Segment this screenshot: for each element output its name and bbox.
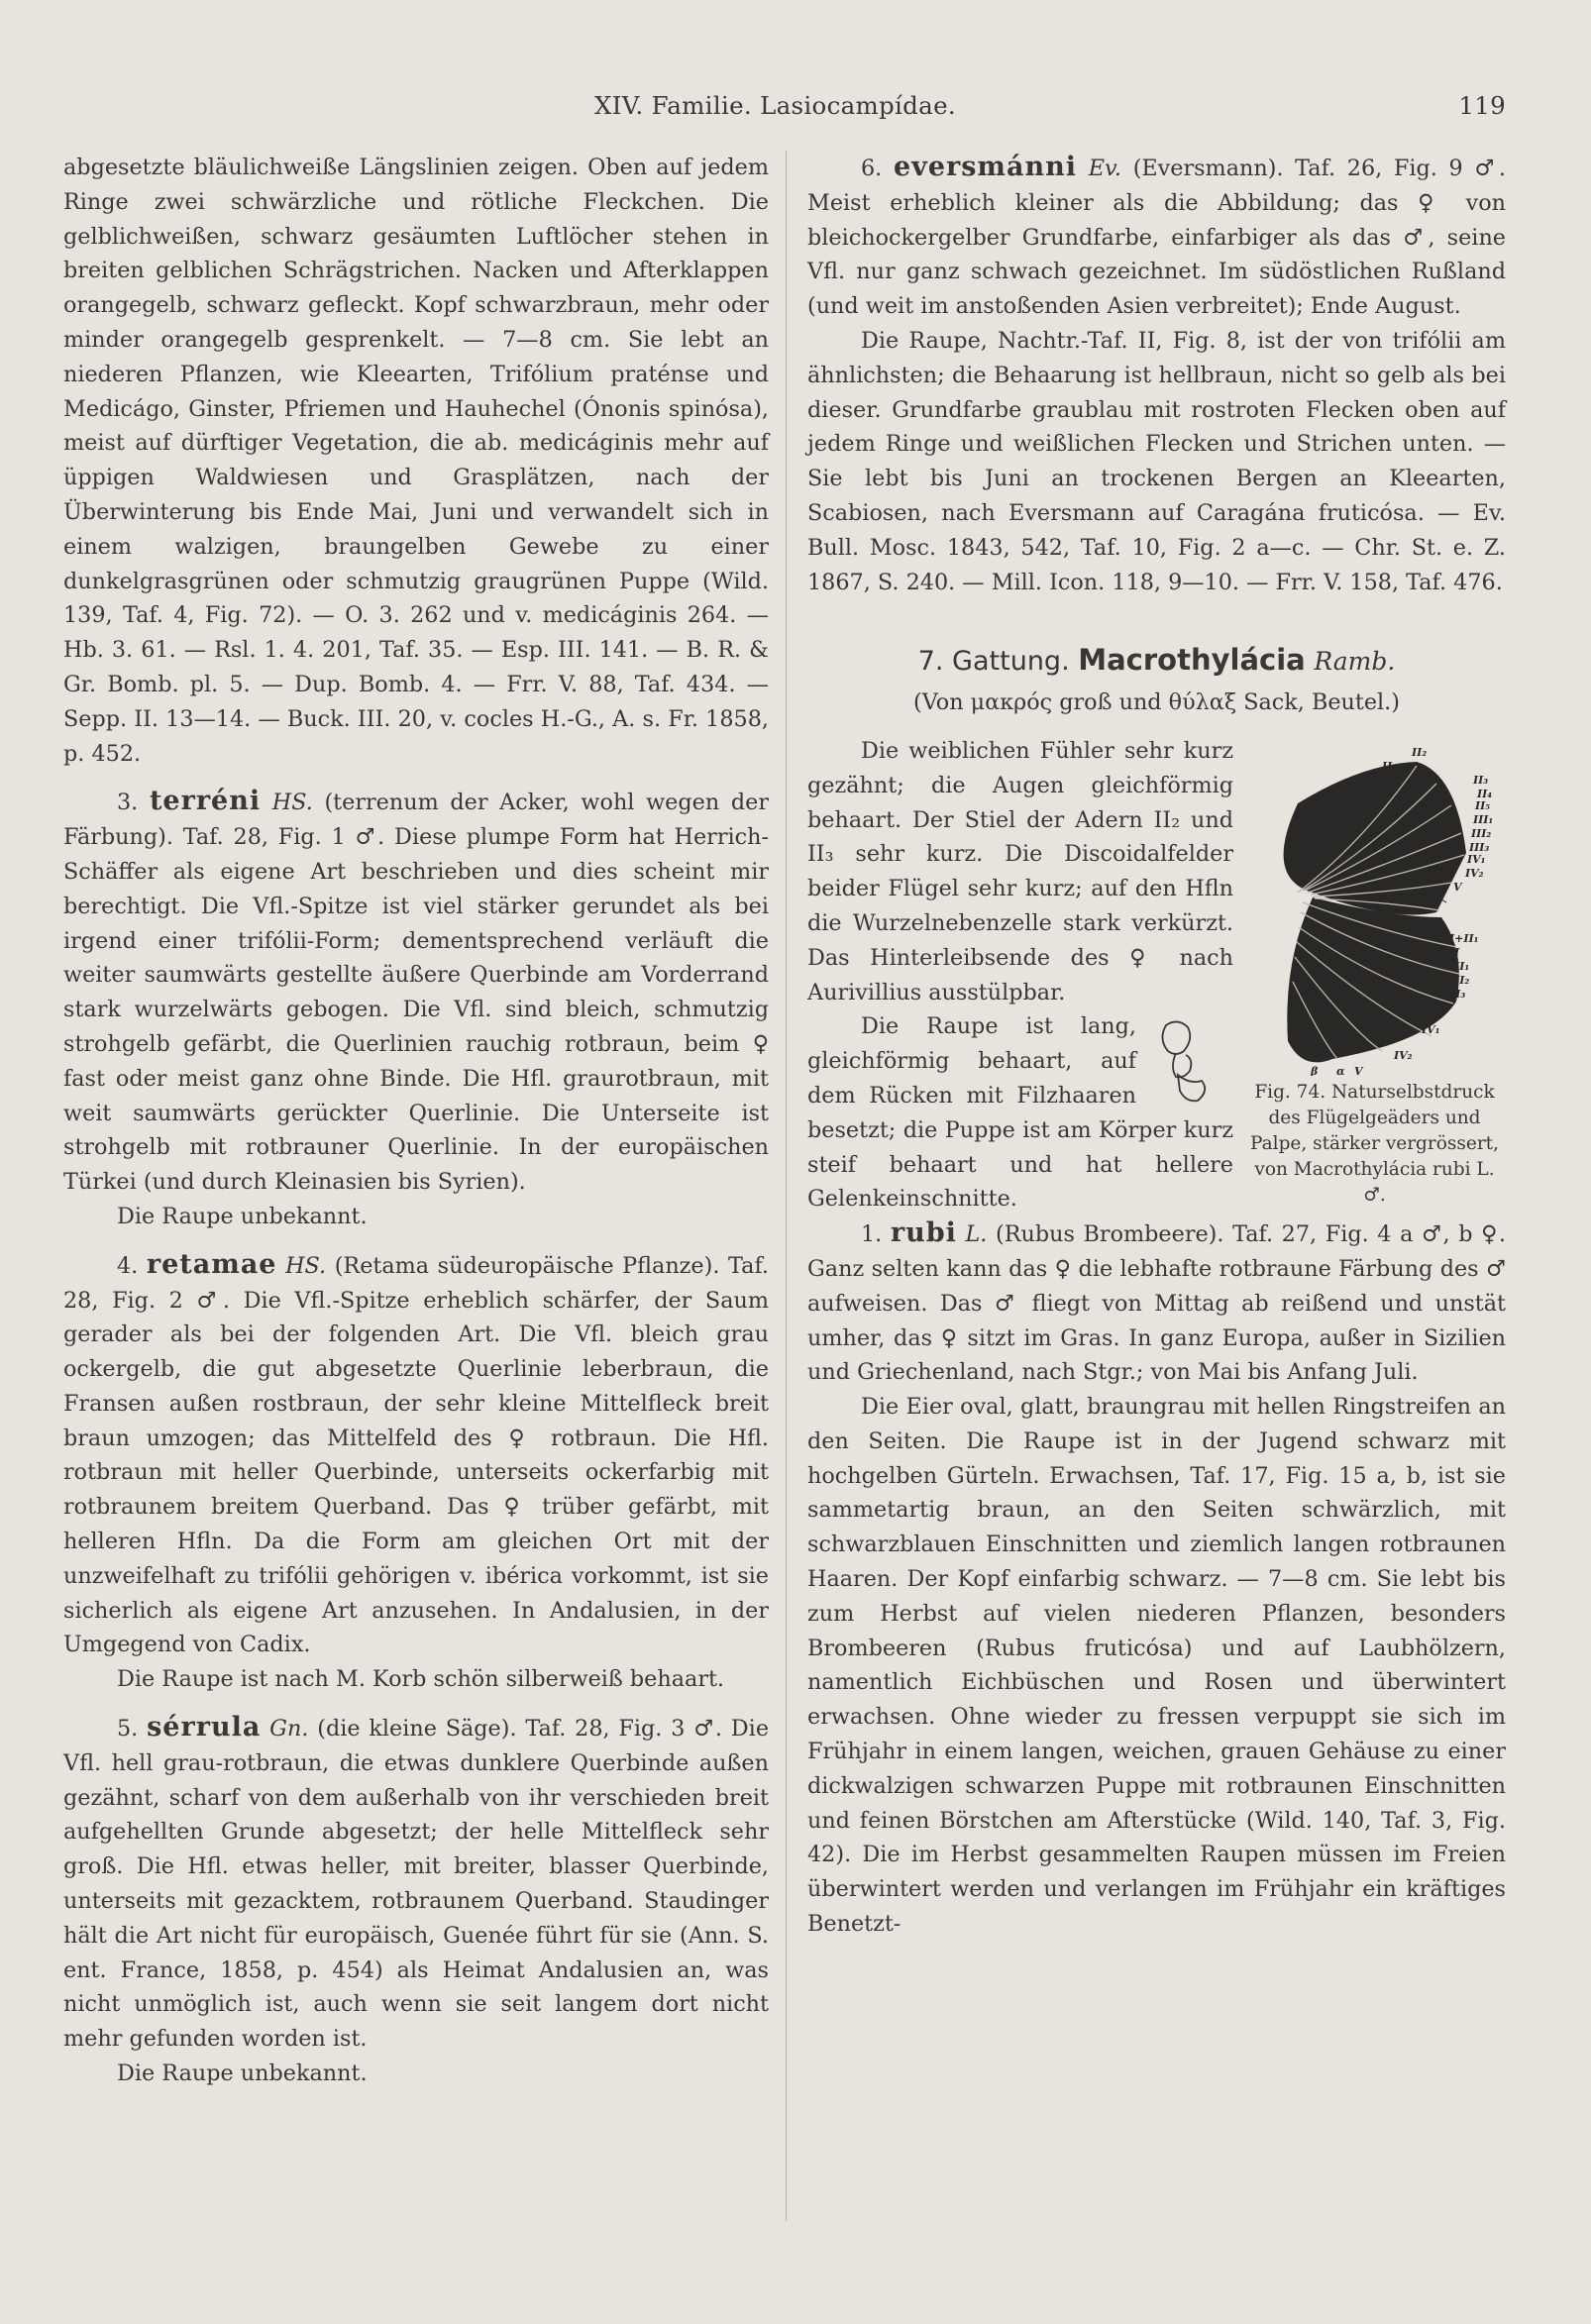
species-larva-note: Die Raupe, Nachtr.-Taf. II, Fig. 8, ist der von trifólii am ähnlichsten; die Behaarung ist hellbraun, nicht so gelb als bei dieser. Grundfarbe graublau mit rostroten Flecken oben auf jedem Ringe und weißlichen Flecken und Strichen unten. — Sie lebt bis Juni an trockenen Bergen an Kleearten, Scabiosen, nach Eversmann auf Caragána fruticósa. — Ev. Bull. Mosc. 1843, 542, Taf. 10, Fig. 2 a—c. — Chr. St. e. Z. 1867, S. 240. — Mill. Icon. 118, 9—10. — Frr. V. 158, Taf. 476. [807, 327, 1506, 595]
species-description: (die kleine Säge). Taf. 28, Fig. 3 ♂. Die Vfl. hell grau-rotbraun, die etwas dunklere Querbinde außen gezähnt, scharf von dem außerhalb von ihr verschieden breit aufgehellten Grunde abgesetzt; der helle Mittelfleck sehr groß. Die Hfl. etwas heller, mit breiter, blasser Querbinde, unterseits mit gezacktem, rotbraunem Querband. Staudinger hält die Art nicht für europäisch, Guenée führt für sie (Ann. S. ent. France, 1858, p. 454) als Heimat Andalusien an, was nicht unmöglich ist, auch wenn sie seit langem dort nicht mehr gefunden worden ist. [63, 1716, 770, 2053]
vein-label: II₃ [1473, 773, 1489, 787]
species-egg-larva: Die Eier oval, glatt, braungrau mit hellen Ringstreifen an den Seiten. Die Raupe ist in der Jugend schwarz mit hochgelben Gürteln. Erwachsen, Taf. 17, Fig. 15 a, b, ist sie sammetartig braun, an den Seiten schwärzlich, mit schwarzblauen Einschnitten und ziemlich langen rotbraunen Haaren. Der Kopf einfarbig schwarz. — 7—8 cm. Sie lebt bis zum Herbst auf vielen niederen Pflanzen, besonders Brombeeren (Rubus fruticósa) und auf Laubhölzern, namentlich Eichbüschen und Rosen und überwintert erwachsen. Ohne wieder zu fressen verpuppt sie sich im Frühjahr in einem langen, weichen, grauen Gehäuse zu einer dickwalzigen schwarzen Puppe mit rotbraunen Einschnitten und feinen Börstchen am Afterstücke (Wild. 140, Taf. 3, Fig. 42). Die im Herbst gesammelten Raupen müssen im Freien überwintert werden und verlangen im Frühjahr ein kräftiges Benetzt- [807, 1394, 1506, 1938]
vein-label: α [1424, 896, 1432, 909]
species-author: Ev. [1088, 156, 1122, 181]
genus-label: 7. Gattung. [917, 646, 1070, 678]
genus-heading [807, 643, 1506, 680]
vein-label: V [1453, 880, 1462, 894]
left-column [63, 151, 769, 2091]
right-column [807, 151, 1506, 1942]
species-author: L. [965, 1221, 988, 1248]
vein-label: IV₁ [1422, 1022, 1440, 1036]
palpe-drawing [1146, 1017, 1216, 1107]
vein-label: IV₂ [1465, 866, 1484, 880]
vein-label: III₂ [1471, 826, 1492, 840]
vein-label: I [1330, 783, 1336, 796]
vein-label: IV₂ [1394, 1048, 1413, 1062]
figure-caption: Fig. 74. Naturselbstdruck des Flügelgeäders und Palpe, stärker vergrössert, von Macrothylácia rubi L. ♂. [1250, 1081, 1499, 1206]
running-header [594, 91, 1506, 131]
species-number: 3. [117, 790, 139, 816]
genus-author: Ramb. [1314, 647, 1396, 677]
vein-label: III₃ [1469, 840, 1490, 854]
wing-venation-figure [1243, 744, 1506, 1209]
species-number: 5. [117, 1716, 139, 1743]
vein-label: II₅ [1475, 798, 1491, 812]
species-number: 6. [861, 156, 883, 181]
vein-label: II₁ [1382, 759, 1398, 773]
species-larva-note: Die Raupe unbekannt. [117, 2060, 368, 2087]
species-eversmanni [807, 151, 1506, 324]
header-title: XIV. Familie. Lasiocampídae. [594, 91, 956, 120]
species-retamae [63, 1248, 769, 1663]
genus-larva-pupa: Die Raupe ist lang, gleichförmig behaart, auf dem Rücken mit Filzhaaren besetzt; die Puppe ist am Körper kurz steif behaart und hat hellere Gelenkeinschnitte. [807, 1013, 1233, 1213]
genus-description: Die weiblichen Fühler sehr kurz gezähnt; die Augen gleichförmig behaart. Der Stiel der Adern II₂ und II₃ sehr kurz. Die Discoidalfelder beider Flügel sehr kurz; auf den Hfln die Wurzelnebenzelle stark verkürzt. Das Hinterleibsende des ♀ nach Aurivillius ausstülpbar. [807, 737, 1233, 1005]
species-larva-note: Die Raupe unbekannt. [117, 1203, 368, 1229]
paragraph-continuation: abgesetzte bläulichweiße Längslinien zeigen. Oben auf jedem Ringe zwei schwärzliche und rötliche Fleckchen. Die gelblichweißen, schwarz gesäumten Luftlöcher stehen in breiten gelblichen Schrägstrichen. Nacken und Afterklappen orangegelb, schwarz gefleckt. Kopf schwarzbraun, mehr oder minder orangegelb gesprenkelt. — 7—8 cm. Sie lebt an niederen Pflanzen, wie Kleearten, Trifólium praténse und Medicágo, Ginster, Pfriemen und Hauhechel (Ónonis spinósa), meist auf dürftiger Vegetation, die ab. medicáginis mehr auf üppigen Waldwiesen und Grasplätzen, nach der Überwinterung bis Ende Mai, Juni und verwandelt sich in einem walzigen, braungelben Gewebe zu einer dunkelgrasgrünen oder schmutzig graugrünen Puppe (Wild. 139, Taf. 4, Fig. 72). — O. 3. 262 und v. medicáginis 264. — Hb. 3. 61. — Rsl. 1. 4. 201, Taf. 35. — Esp. III. 141. — B. R. & Gr. Bomb. pl. 5. — Dup. Bomb. 4. — Frr. V. 88, Taf. 434. — Sepp. II. 13—14. — Buck. III. 20, v. cocles H.-G., A. s. Fr. 1858, p. 452. [63, 155, 769, 767]
species-number: 1. [861, 1221, 883, 1248]
species-larva-note: Die Raupe ist nach M. Korb schön silberweiß behaart. [117, 1666, 725, 1693]
vein-label: III₃ [1445, 987, 1466, 1001]
page-number: 119 [1458, 91, 1506, 120]
column-divider [786, 151, 787, 2221]
species-author: HS. [285, 1252, 327, 1279]
vein-label: II [1449, 945, 1460, 959]
species-description: (terrenum der Acker, wohl wegen der Färbung). Taf. 28, Fig. 1 ♂. Diese plumpe Form hat Herrich-Schäffer als eigene Art beschrieben und dies scheint mir berechtigt. Die Vfl.-Spitze ist viel stärker gerundet als bei irgend einer trifólii-Form; dementsprechend verläuft die weiter saumwärts gestellte äußere Querbinde am Vorderrand stark wurzelwärts gebogen. Die Vfl. sind bleich, schmutzig strohgelb gefärbt, die Querlinien rauchig rotbraun, beim ♀ fast oder meist ganz ohne Binde. Die Hfl. graurotbraun, mit weit saumwärts gerückter Querlinie. Die Unterseite ist strohgelb mit rotbrauner Querlinie. In der europäischen Türkei (und durch Kleinasien bis Syrien). [63, 790, 769, 1196]
vein-label: β [1311, 1064, 1319, 1076]
species-name: rubi [890, 1217, 957, 1249]
vein-label: III₁ [1449, 959, 1470, 973]
species-name: retamae [146, 1248, 277, 1280]
species-serrula [63, 1711, 769, 2057]
vein-label: III₂ [1449, 973, 1470, 987]
species-name: sérrula [147, 1712, 262, 1743]
species-number: 4. [117, 1252, 139, 1279]
species-name: eversmánni [893, 152, 1078, 182]
vein-label: V [1354, 1064, 1363, 1076]
vein-label: II₄ [1477, 787, 1493, 800]
species-terreni [63, 785, 769, 1200]
species-description: (Rubus Brombeere). Taf. 27, Fig. 4 a ♂, b ♀. Ganz selten kann das ♀ die lebhafte rotbraune Färbung des ♂ aufweisen. Das ♂ fliegt von Mittag ab reißend und unstät umher, das ♀ sitzt im Gras. In ganz Europa, außer in Sizilien und Griechenland, nach Stgr.; von Mai bis Anfang Juli. [807, 1221, 1506, 1386]
species-rubi [807, 1216, 1506, 1390]
vein-label: IV₁ [1467, 852, 1486, 866]
species-description: (Eversmann). Taf. 26, Fig. 9 ♂. Meist erheblich kleiner als die Abbildung; das ♀ von bleichockergelber Grundfarbe, einfarbiger als das ♂, seine Vfl. nur ganz schwach gezeichnet. Im südöstlichen Rußland (und weit im anstoßenden Asien verbreitet); Ende August. [807, 156, 1507, 320]
species-name: terréni [149, 786, 262, 817]
vein-label: III₁ [1473, 812, 1494, 826]
species-author: HS. [271, 790, 313, 816]
species-description: (Retama südeuropäische Pflanze). Taf. 28, Fig. 2 ♂. Die Vfl.-Spitze erheblich schärfer, der Saum gerader als bei der folgenden Art. Die Vfl. bleich grau ockergelb, die gut abgesetzte Querlinie leberbraun, die Fransen außen rostbraun, der sehr kleine Mittelfleck breit braun umzogen; das Mittelfeld des ♀ rotbraun. Die Hfl. rotbraun mit heller Querbinde, unterseits ockerfarbig mit rotbraunem breitem Querband. Das ♀ trüber gefärbt, mit helleren Hfln. Da die Form am gleichen Ort mit der unzweifelhaft zu trifólii gehörigen v. ibérica vorkommt, ist sie sicherlich als eigene Art anzusehen. In Andalusien, in der Umgegend von Cadix. [63, 1252, 769, 1658]
vein-label: α [1336, 1064, 1345, 1076]
vein-label: I+II₁ [1449, 931, 1479, 945]
genus-name: Macrothylácia [1078, 643, 1306, 678]
genus-etymology: (Von μακρός groß und θύλαξ Sack, Beutel.) [913, 689, 1400, 716]
vein-label: II₂ [1412, 745, 1428, 759]
species-author: Gn. [269, 1716, 309, 1743]
wing-venation-image [1243, 744, 1506, 1076]
